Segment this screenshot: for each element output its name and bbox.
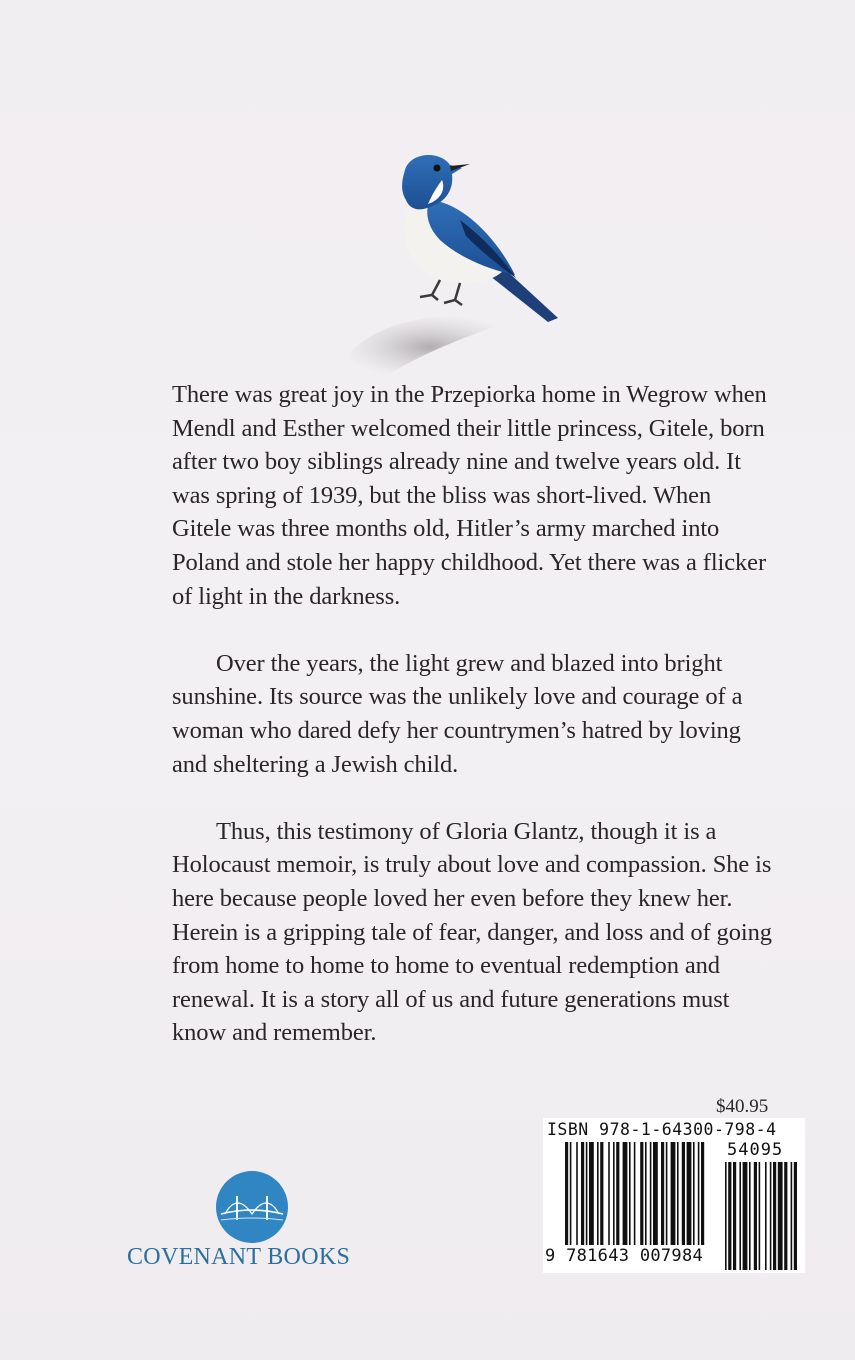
blurb-paragraph-3: Thus, this testimony of Gloria Glantz, though it is a Holocaust memoir, is truly about love and compassion. She is here because people loved her even before they knew her. Herein is a gripping tale of fear, danger, and loss and of going from home to home to home to eventual redemption and renewal. It is a story all of us and future generations must know and remember.: [172, 817, 772, 1047]
barcode-bar: [576, 1142, 578, 1245]
barcode-bar: [645, 1142, 647, 1245]
isbn-barcode: [543, 1118, 805, 1273]
isbn-label: ISBN 978-1-64300-798-4: [547, 1120, 777, 1139]
barcode-bar: [650, 1142, 652, 1245]
barcode-bar: [565, 1142, 568, 1245]
barcode-bar: [671, 1142, 676, 1245]
barcode-bar: [701, 1142, 704, 1245]
back-cover-blurb: [172, 378, 772, 1083]
barcode-bar: [687, 1142, 692, 1245]
barcode-bar: [666, 1142, 668, 1245]
barcode-bar: [693, 1142, 695, 1245]
barcode-bar: [570, 1142, 572, 1245]
barcode-bar: [653, 1142, 658, 1245]
price-label: $40.95: [716, 1096, 769, 1117]
barcode-addon-bar: [765, 1162, 767, 1270]
bridge-logo-icon: [215, 1170, 289, 1244]
barcode-bar: [616, 1142, 619, 1245]
barcode-bar: [634, 1142, 636, 1245]
barcode-bar: [698, 1142, 700, 1245]
barcode-bar: [629, 1142, 631, 1245]
barcode-bar: [600, 1142, 603, 1245]
bluebird-illustration: [320, 140, 580, 390]
blurb-paragraph-1: There was great joy in the Przepiorka home in Wegrow when Mendl and Esther welcomed their little princess, Gitele, born after two boy siblings already nine and twelve years old. It was spring of 1939, but the bliss was short-lived. When Gitele was three months old, Hitler’s army marched into Poland and stole her happy childhood. Yet there was a flicker of light in the darkness.: [172, 381, 767, 610]
barcode-addon-bar: [794, 1162, 797, 1270]
barcode-bar: [581, 1142, 584, 1245]
barcode-ean-digits: 9 781643 007984: [545, 1246, 704, 1266]
barcode-addon-bar: [791, 1162, 793, 1270]
publisher-name: COVENANT BOOKS: [127, 1244, 351, 1270]
barcode-addon-bar: [749, 1162, 751, 1270]
barcode-bar: [613, 1142, 615, 1245]
barcode-bar: [597, 1142, 599, 1245]
barcode-addon-digits: 54095: [727, 1140, 784, 1160]
bluebird-icon: [320, 140, 580, 390]
barcode-addon-bar: [784, 1162, 787, 1270]
barcode-addon-bar: [754, 1162, 757, 1270]
blurb-paragraph-2: Over the years, the light grew and blazed into bright sunshine. Its source was the unlikely love and courage of a woman who dared defy her countrymen’s hatred by loving and sheltering a Jewish child.: [172, 649, 743, 778]
barcode-addon-bar: [770, 1162, 772, 1270]
barcode-bar: [661, 1142, 664, 1245]
barcode-addon-bar: [778, 1162, 783, 1270]
barcode-bar: [623, 1142, 628, 1245]
barcode-bar: [586, 1142, 588, 1245]
barcode-addon-bar: [773, 1162, 776, 1270]
barcode-bar: [682, 1142, 685, 1245]
barcode-bar: [677, 1142, 679, 1245]
barcode-bar: [608, 1142, 610, 1245]
barcode-bar: [640, 1142, 643, 1245]
barcode-addon-bar: [759, 1162, 761, 1270]
barcode-bar: [589, 1142, 594, 1245]
